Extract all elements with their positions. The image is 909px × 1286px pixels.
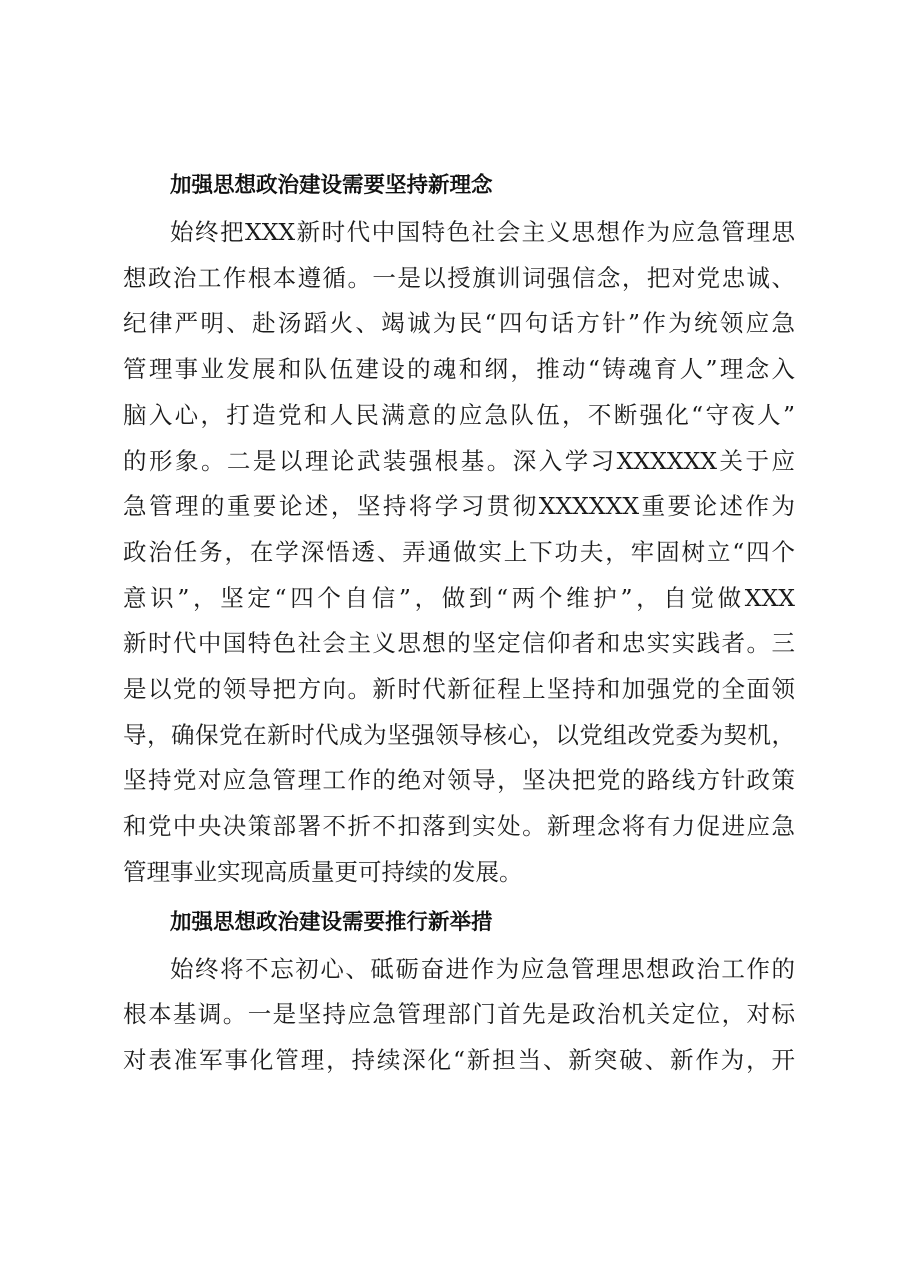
paragraph-line: 始终将不忘初心、砥砺奋进作为应急管理思想政治工作的 bbox=[170, 955, 795, 983]
paragraph-line: 想政治工作根本遵循。一是以授旗训词强信念，把对党忠诚、 bbox=[123, 264, 795, 292]
paragraph-line: 管理事业实现高质量更可持续的发展。 bbox=[123, 858, 523, 886]
paragraph-line: 管理事业发展和队伍建设的魂和纲，推动“铸魂育人”理念入 bbox=[123, 355, 795, 383]
paragraph-line: 纪律严明、赴汤蹈火、竭诚为民“四句话方针”作为统领应急 bbox=[123, 309, 795, 337]
paragraph-line: 导，确保党在新时代成为坚强领导核心，以党组改党委为契机， bbox=[123, 721, 795, 749]
paragraph-line: 坚持党对应急管理工作的绝对领导，坚决把党的路线方针政策 bbox=[123, 766, 795, 794]
paragraph-line: 新时代中国特色社会主义思想的坚定信仰者和忠实实践者。三 bbox=[123, 629, 795, 657]
paragraph-line: 的形象。二是以理论武装强根基。深入学习XXXXXX关于应 bbox=[123, 447, 795, 475]
paragraph-line: 脑入心，打造党和人民满意的应急队伍，不断强化“守夜人” bbox=[123, 401, 795, 429]
paragraph-line: 对表准军事化管理，持续深化“新担当、新突破、新作为，开 bbox=[123, 1046, 795, 1074]
paragraph-line: 政治任务，在学深悟透、弄通做实上下功夫，牢固树立“四个 bbox=[123, 538, 795, 566]
section-heading: 加强思想政治建设需要坚持新理念 bbox=[170, 173, 493, 198]
paragraph-line: 急管理的重要论述，坚持将学习贯彻XXXXXX重要论述作为 bbox=[123, 492, 795, 520]
section-heading: 加强思想政治建设需要推行新举措 bbox=[170, 910, 493, 935]
paragraph-line: 和党中央决策部署不折不扣落到实处。新理念将有力促进应急 bbox=[123, 812, 795, 840]
paragraph-line: 根本基调。一是坚持应急管理部门首先是政治机关定位，对标 bbox=[123, 1000, 795, 1028]
paragraph-line: 意识”，坚定“四个自信”，做到“两个维护”，自觉做XXX bbox=[123, 584, 795, 612]
paragraph-line: 始终把XXX新时代中国特色社会主义思想作为应急管理思 bbox=[170, 218, 795, 246]
paragraph-line: 是以党的领导把方向。新时代新征程上坚持和加强党的全面领 bbox=[123, 675, 795, 703]
